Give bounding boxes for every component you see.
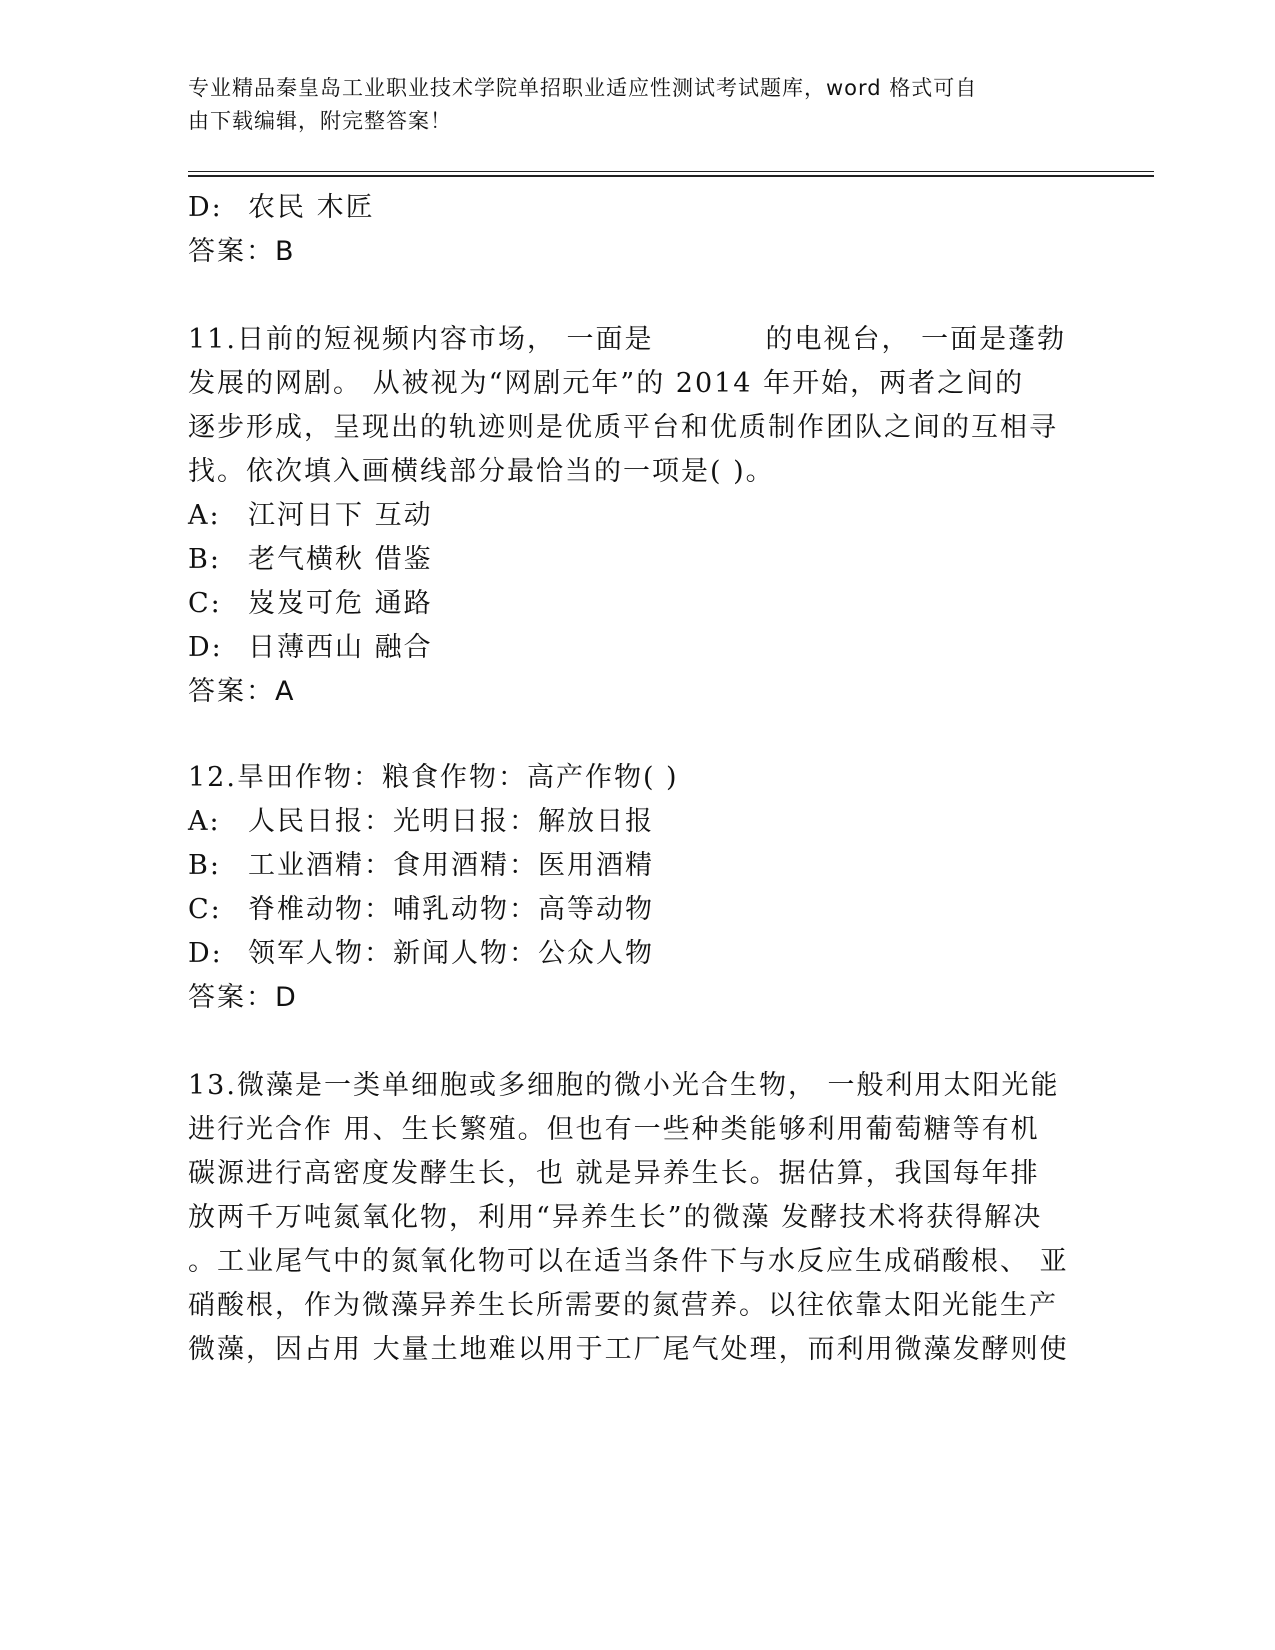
- option-letter: B:: [188, 850, 221, 881]
- q12-option-d: [188, 934, 654, 974]
- option-text: 脊椎动物：哺乳动物：高等动物: [248, 894, 654, 925]
- q11-line-2: 发展的网剧。 从被视为“网剧元年”的 2014 年开始，两者之间的: [188, 368, 1025, 399]
- option-letter: B:: [188, 544, 221, 575]
- q11-option-b: [188, 540, 433, 580]
- q11-option-a: [188, 496, 433, 536]
- option-letter: D:: [188, 632, 223, 663]
- option-text: 岌岌可危 通路: [248, 588, 433, 619]
- option-text: 农民 木匠: [248, 192, 375, 223]
- q11-answer: 答案：A: [188, 676, 296, 707]
- prev-answer: 答案：B: [188, 236, 296, 267]
- option-letter: C:: [188, 894, 222, 925]
- q12-option-c: [188, 890, 654, 930]
- header-line-1: 专业精品秦皇岛工业职业技术学院单招职业适应性测试考试题库，word 格式可自: [188, 76, 978, 100]
- q13-line-6: 硝酸根，作为微藻异养生长所需要的氮营养。以往依靠太阳光能生产: [188, 1290, 1058, 1321]
- option-text: 日薄西山 融合: [248, 632, 433, 663]
- header-line-2: 由下载编辑，附完整答案！: [188, 109, 452, 133]
- option-letter: D:: [188, 192, 223, 223]
- option-letter: C:: [188, 588, 222, 619]
- q13-line-4: 放两千万吨氮氧化物，利用“异养生长”的微藻 发酵技术将获得解决: [188, 1202, 1043, 1233]
- q11-option-c: [188, 584, 433, 624]
- q13-line-1: 13.微藻是一类单细胞或多细胞的微小光合生物， 一般利用太阳光能: [188, 1070, 1060, 1101]
- q13-line-3: 碳源进行高密度发酵生长，也 就是异养生长。据估算，我国每年排: [188, 1158, 1040, 1189]
- option-text: 老气横秋 借鉴: [248, 544, 433, 575]
- q11-line-4: 找。依次填入画横线部分最恰当的一项是( )。: [188, 456, 775, 487]
- option-text: 工业酒精：食用酒精：医用酒精: [248, 850, 654, 881]
- q12-answer: 答案：D: [188, 982, 298, 1013]
- q13-line-5: 。工业尾气中的氮氧化物可以在适当条件下与水反应生成硝酸根、 亚: [188, 1246, 1069, 1277]
- q13-line-2: 进行光合作 用、生长繁殖。但也有一些种类能够利用葡萄糖等有机: [188, 1114, 1040, 1145]
- option-letter: A:: [188, 500, 221, 531]
- q12-line-1: 12.旱田作物：粮食作物：高产作物( ): [188, 762, 679, 793]
- header-rule-thin: [188, 171, 1154, 172]
- q12-option-a: [188, 802, 654, 842]
- option-letter: A:: [188, 806, 221, 837]
- prev-option-d: [188, 188, 375, 228]
- q11-line-1b: 的电视台， 一面是蓬勃: [765, 324, 1067, 355]
- q11-option-d: [188, 628, 433, 668]
- page-header: [188, 72, 1068, 138]
- q11-line-1: [188, 320, 1066, 360]
- q13-line-7: 微藻，因占用 大量土地难以用于工厂尾气处理，而利用微藻发酵则使: [188, 1334, 1069, 1365]
- q11-line-1a: 11.日前的短视频内容市场， 一面是: [188, 324, 654, 355]
- option-text: 领军人物：新闻人物：公众人物: [248, 938, 654, 969]
- q11-line-3: 逐步形成，呈现出的轨迹则是优质平台和优质制作团队之间的互相寻: [188, 412, 1058, 443]
- option-letter: D:: [188, 938, 223, 969]
- option-text: 江河日下 互动: [248, 500, 433, 531]
- q12-option-b: [188, 846, 654, 886]
- option-text: 人民日报：光明日报：解放日报: [248, 806, 654, 837]
- header-rule-thick: [188, 175, 1154, 177]
